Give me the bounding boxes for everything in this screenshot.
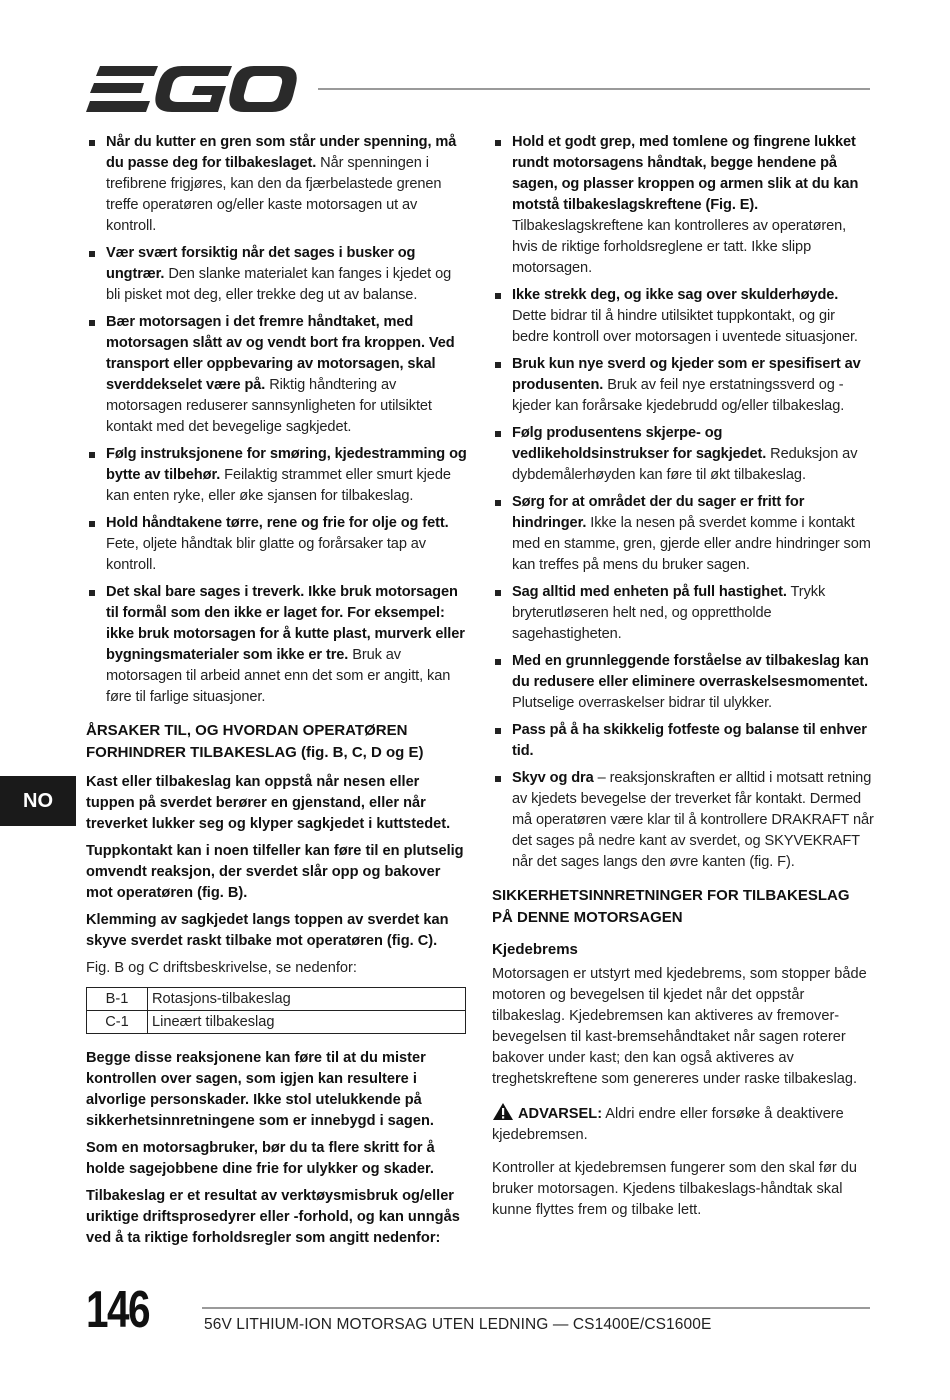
safety-devices-heading: SIKKERHETSINNRETNINGER FOR TILBAKESLAG PÅ DENNE MOTORSAGEN — [492, 887, 850, 926]
list-item: Hold et godt grep, med tomlene og fingrene lukket rundt motorsagens håndtak, begge hendene på sagen, og plasser kroppen og armen slik at du kan motstå tilbakeslagskreftene (Fig. E). Tilbakeslagskreftene kan kontrolleres av operatøren, hvis de riktige forholdsreglene er tatt. Ikke slipp motorsagen. — [492, 132, 874, 279]
list-item: Med en grunnleggende forståelse av tilbakeslag kan du redusere eller eliminere overraskelsesmomentet. Plutselige overraskelser bidrar til ulykker. — [492, 651, 874, 714]
table-row — [87, 1011, 466, 1034]
table-cell-desc: Lineært tilbakeslag — [148, 1011, 466, 1034]
list-item: Når du kutter en gren som står under spenning, må du passe deg for tilbakeslaget. Når spenningen i trefibrene frigjøres, kan den da fjærbelastede grenen treffe operatøren og/eller kaste motorsagen ut av kontroll. — [86, 132, 468, 237]
table-row — [87, 988, 466, 1011]
list-item: Vær svært forsiktig når det sages i busker og ungtrær. Den slanke materialet kan fanges i kjedet og bli pisket mot deg, eller trekke deg ut av balanse. — [86, 243, 468, 306]
list-item: Ikke strekk deg, og ikke sag over skulderhøyde. Dette bidrar til å hindre utilsiktet tuppkontakt, og gir bedre kontroll over motorsagen i uventede situasjoner. — [492, 285, 874, 348]
list-item: Sag alltid med enheten på full hastighet. Trykk bryterutløseren helt ned, og opprettholde sagehastigheten. — [492, 582, 874, 645]
chain-brake-para-2: Kontroller at kjedebremsen fungerer som den skal før du bruker motorsagen. Kjedens tilbakeslags-håndtak skal kunne flyttes frem og tilbake lett. — [492, 1160, 858, 1218]
warning-label: ADVARSEL: — [518, 1106, 603, 1122]
list-item: Sørg for at området der du sager er fritt for hindringer. Ikke la nesen på sverdet komme i kontakt med en stamme, gren, gjerde eller andre hindringer som kan treffes på mens du bruker sagen. — [492, 492, 874, 576]
left-bullet-list — [86, 132, 468, 708]
table-cell-desc: Rotasjons-tilbakeslag — [148, 988, 466, 1011]
right-column — [492, 132, 874, 1227]
page-number: 146 — [86, 1281, 149, 1339]
footer-title: 56V LITHIUM-ION MOTORSAG UTEN LEDNING — CS1400E/CS1600E — [204, 1316, 712, 1333]
kickback-para-1: Kast eller tilbakeslag kan oppstå når nesen eller tuppen på sverdet berører en gjenstand, eller når treverket lukker seg og klyper sagkjedet i kuttstedet. — [86, 774, 451, 832]
list-item: Det skal bare sages i treverk. Ikke bruk motorsagen til formål som den ikke er laget for. For eksempel: ikke bruk motorsagen for å kutte plast, murverk eller bygningsmaterialer som ikke er tre. Bruk av motorsagen til arbeid annet enn det som er angitt, kan føre til farlige situasjoner. — [86, 582, 468, 708]
chain-brake-subheading: Kjedebrems — [492, 941, 578, 958]
warning-paragraph — [492, 1102, 874, 1146]
kickback-para-3: Klemming av sagkjedet langs toppen av sverdet kan skyve sverdet raskt tilbake mot operatøren (fig. C). — [86, 912, 449, 949]
kickback-para-5: Begge disse reaksjonene kan føre til at du mister kontrollen over sagen, som igjen kan resultere i alvorlige personskader. Ikke stol utelukkende på sikkerhetsinnretningene som er innebygd i sagen. — [86, 1050, 434, 1129]
list-item: Følg instruksjonene for smøring, kjedestramming og bytte av tilbehør. Feilaktig strammet eller smurt kjede kan enten ryke, eller øke sjansen for tilbakeslag. — [86, 444, 468, 507]
right-bullet-list — [492, 132, 874, 873]
chain-brake-para-1: Motorsagen er utstyrt med kjedebrems, som stopper både motoren og bevegelsen til kjedet når det oppstår tilbakeslag. Kjedebremsen kan aktiveres av fremover-bevegelsen til kast-bremsehåndtaket når sagen roterer bakover under kast; den kan også aktiveres av treghetskreftene som genereres under raske tilbakeslag. — [492, 966, 867, 1087]
kickback-para-2: Tuppkontakt kan i noen tilfeller kan føre til en plutselig omvendt reaksjon, der sverdet slår opp og bakover mot operatøren (fig. B). — [86, 843, 464, 901]
list-item: Hold håndtakene tørre, rene og frie for olje og fett. Fete, oljete håndtak blir glatte og forårsaker tap av kontroll. — [86, 513, 468, 576]
list-item: Pass på å ha skikkelig fotfeste og balanse til enhver tid. — [492, 720, 874, 762]
list-item: Bær motorsagen i det fremre håndtaket, med motorsagen slått av og vendt bort fra kroppen. Ved transport eller oppbevaring av motorsagen, skal sverddekselet være på. Riktig håndtering av motorsagen reduserer sannsynligheten for utilsiktet kontakt med det bevegelige sagkjedet. — [86, 312, 468, 438]
table-cell-code: B-1 — [87, 988, 148, 1011]
list-item: Skyv og dra – reaksjonskraften er alltid i motsatt retning av kjedets bevegelse der treverket får kontakt. Dermed må operatøren være klar til å kontrollere DRAKRAFT når det sages på nedre kant av sverdet, og SKYVEKRAFT når det sages langs den øvre kanten (fig. F). — [492, 768, 874, 873]
kickback-para-6: Som en motorsagbruker, bør du ta flere skritt for å holde sagejobbene dine frie for ulykker og skader. — [86, 1140, 435, 1177]
list-item: Bruk kun nye sverd og kjeder som er spesifisert av produsenten. Bruk av feil nye erstatningssverd og -kjeder kan forårsake kjedebrudd og/eller tilbakeslag. — [492, 354, 874, 417]
fig-legend-table — [86, 987, 466, 1034]
table-cell-code: C-1 — [87, 1011, 148, 1034]
warning-triangle-icon — [492, 1102, 514, 1121]
fig-description-intro: Fig. B og C driftsbeskrivelse, se nedenfor: — [86, 960, 357, 976]
ego-logo — [86, 64, 298, 114]
header-rule — [318, 88, 870, 90]
list-item: Følg produsentens skjerpe- og vedlikeholdsinstrukser for sagkjedet. Reduksjon av dybdemålerhøyden kan føre til økt tilbakeslag. — [492, 423, 874, 486]
language-tab: NO — [0, 776, 76, 826]
kickback-causes-heading: ÅRSAKER TIL, OG HVORDAN OPERATØREN FORHINDRER TILBAKESLAG (fig. B, C, D og E) — [86, 722, 424, 761]
kickback-para-7: Tilbakeslag er et resultat av verktøysmisbruk og/eller uriktige driftsprosedyrer eller -forhold, og kan unngås ved å ta riktige forholdsregler som angitt nedenfor: — [86, 1188, 460, 1246]
left-column — [86, 132, 468, 1255]
warning-text: Aldri endre eller forsøke å deaktivere kjedebremsen. — [492, 1106, 844, 1143]
footer-rule — [202, 1307, 870, 1309]
